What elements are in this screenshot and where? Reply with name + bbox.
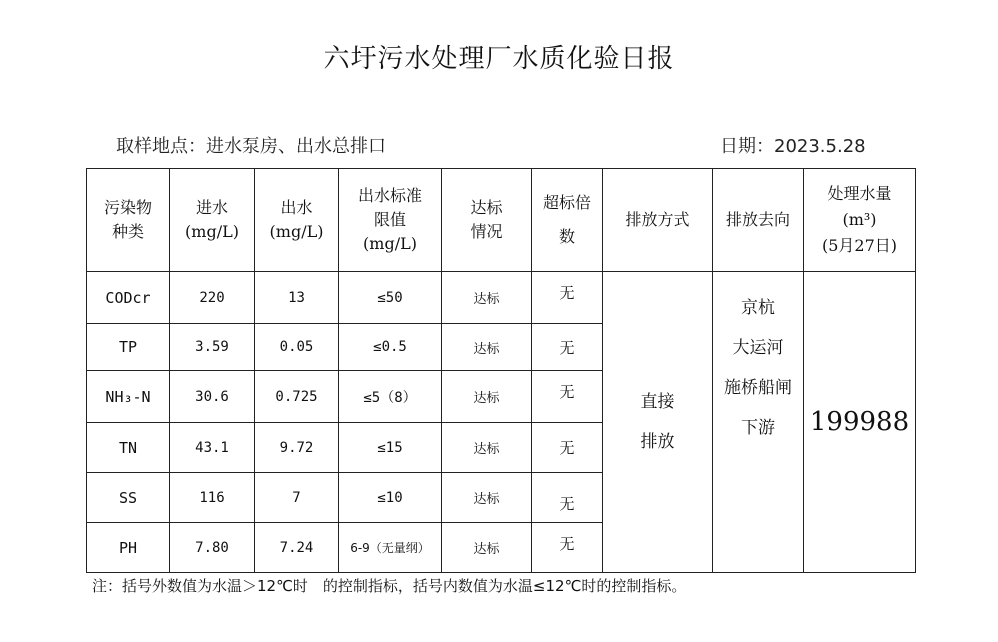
exceed-value: 无 [532, 324, 603, 371]
inflow-value: 7.80 [170, 523, 255, 573]
discharge-method-cell: 直接 排放 [603, 272, 713, 573]
pollutant-name: TN [87, 423, 170, 473]
pollutant-name: SS [87, 473, 170, 523]
header-pollutant: 污染物 种类 [87, 169, 170, 272]
outflow-value: 0.725 [255, 371, 339, 423]
header-exceed: 超标倍 数 [532, 169, 603, 272]
limit-value: ≤0.5 [339, 324, 442, 371]
outflow-value: 7.24 [255, 523, 339, 573]
report-title: 六圩污水处理厂水质化验日报 [323, 44, 675, 74]
status-value: 达标 [442, 324, 532, 371]
limit-value: 6-9（无量纲） [339, 523, 442, 573]
outflow-value: 9.72 [255, 423, 339, 473]
limit-value: ≤5（8） [339, 371, 442, 423]
water-quality-table [86, 168, 916, 573]
exceed-value: 无 [532, 523, 603, 573]
exceed-value: 无 [532, 423, 603, 473]
header-row [87, 169, 916, 272]
treated-volume-cell: 199988 [804, 272, 916, 573]
status-value: 达标 [442, 473, 532, 523]
header-volume: 处理水量 (m³) (5月27日) [804, 169, 916, 272]
inflow-value: 220 [170, 272, 255, 324]
header-inflow: 进水 (mg/L) [170, 169, 255, 272]
inflow-value: 30.6 [170, 371, 255, 423]
report-date: 日期：2023.5.28 [720, 136, 866, 157]
outflow-value: 0.05 [255, 324, 339, 371]
inflow-value: 43.1 [170, 423, 255, 473]
exceed-value: 无 [532, 272, 603, 324]
pollutant-name: NH₃-N [87, 371, 170, 423]
status-value: 达标 [442, 523, 532, 573]
inflow-value: 116 [170, 473, 255, 523]
inflow-value: 3.59 [170, 324, 255, 371]
pollutant-name: TP [87, 324, 170, 371]
status-value: 达标 [442, 423, 532, 473]
limit-value: ≤10 [339, 473, 442, 523]
outflow-value: 7 [255, 473, 339, 523]
limit-value: ≤50 [339, 272, 442, 324]
footnote: 注：括号外数值为水温＞12℃时 的控制指标，括号内数值为水温≤12℃时的控制指标。 [92, 577, 687, 595]
header-discharge-method: 排放方式 [603, 169, 713, 272]
header-limit: 出水标准 限值 (mg/L) [339, 169, 442, 272]
header-outflow: 出水 (mg/L) [255, 169, 339, 272]
status-value: 达标 [442, 371, 532, 423]
pollutant-name: PH [87, 523, 170, 573]
header-discharge-destination: 排放去向 [713, 169, 804, 272]
limit-value: ≤15 [339, 423, 442, 473]
header-status: 达标 情况 [442, 169, 532, 272]
table-row [87, 272, 916, 324]
exceed-value: 无 [532, 371, 603, 423]
exceed-value: 无 [532, 473, 603, 523]
status-value: 达标 [442, 272, 532, 324]
pollutant-name: CODcr [87, 272, 170, 324]
discharge-destination-cell: 京杭 大运河 施桥船闸 下游 [713, 272, 804, 573]
outflow-value: 13 [255, 272, 339, 324]
sampling-location: 取样地点：进水泵房、出水总排口 [116, 136, 386, 157]
